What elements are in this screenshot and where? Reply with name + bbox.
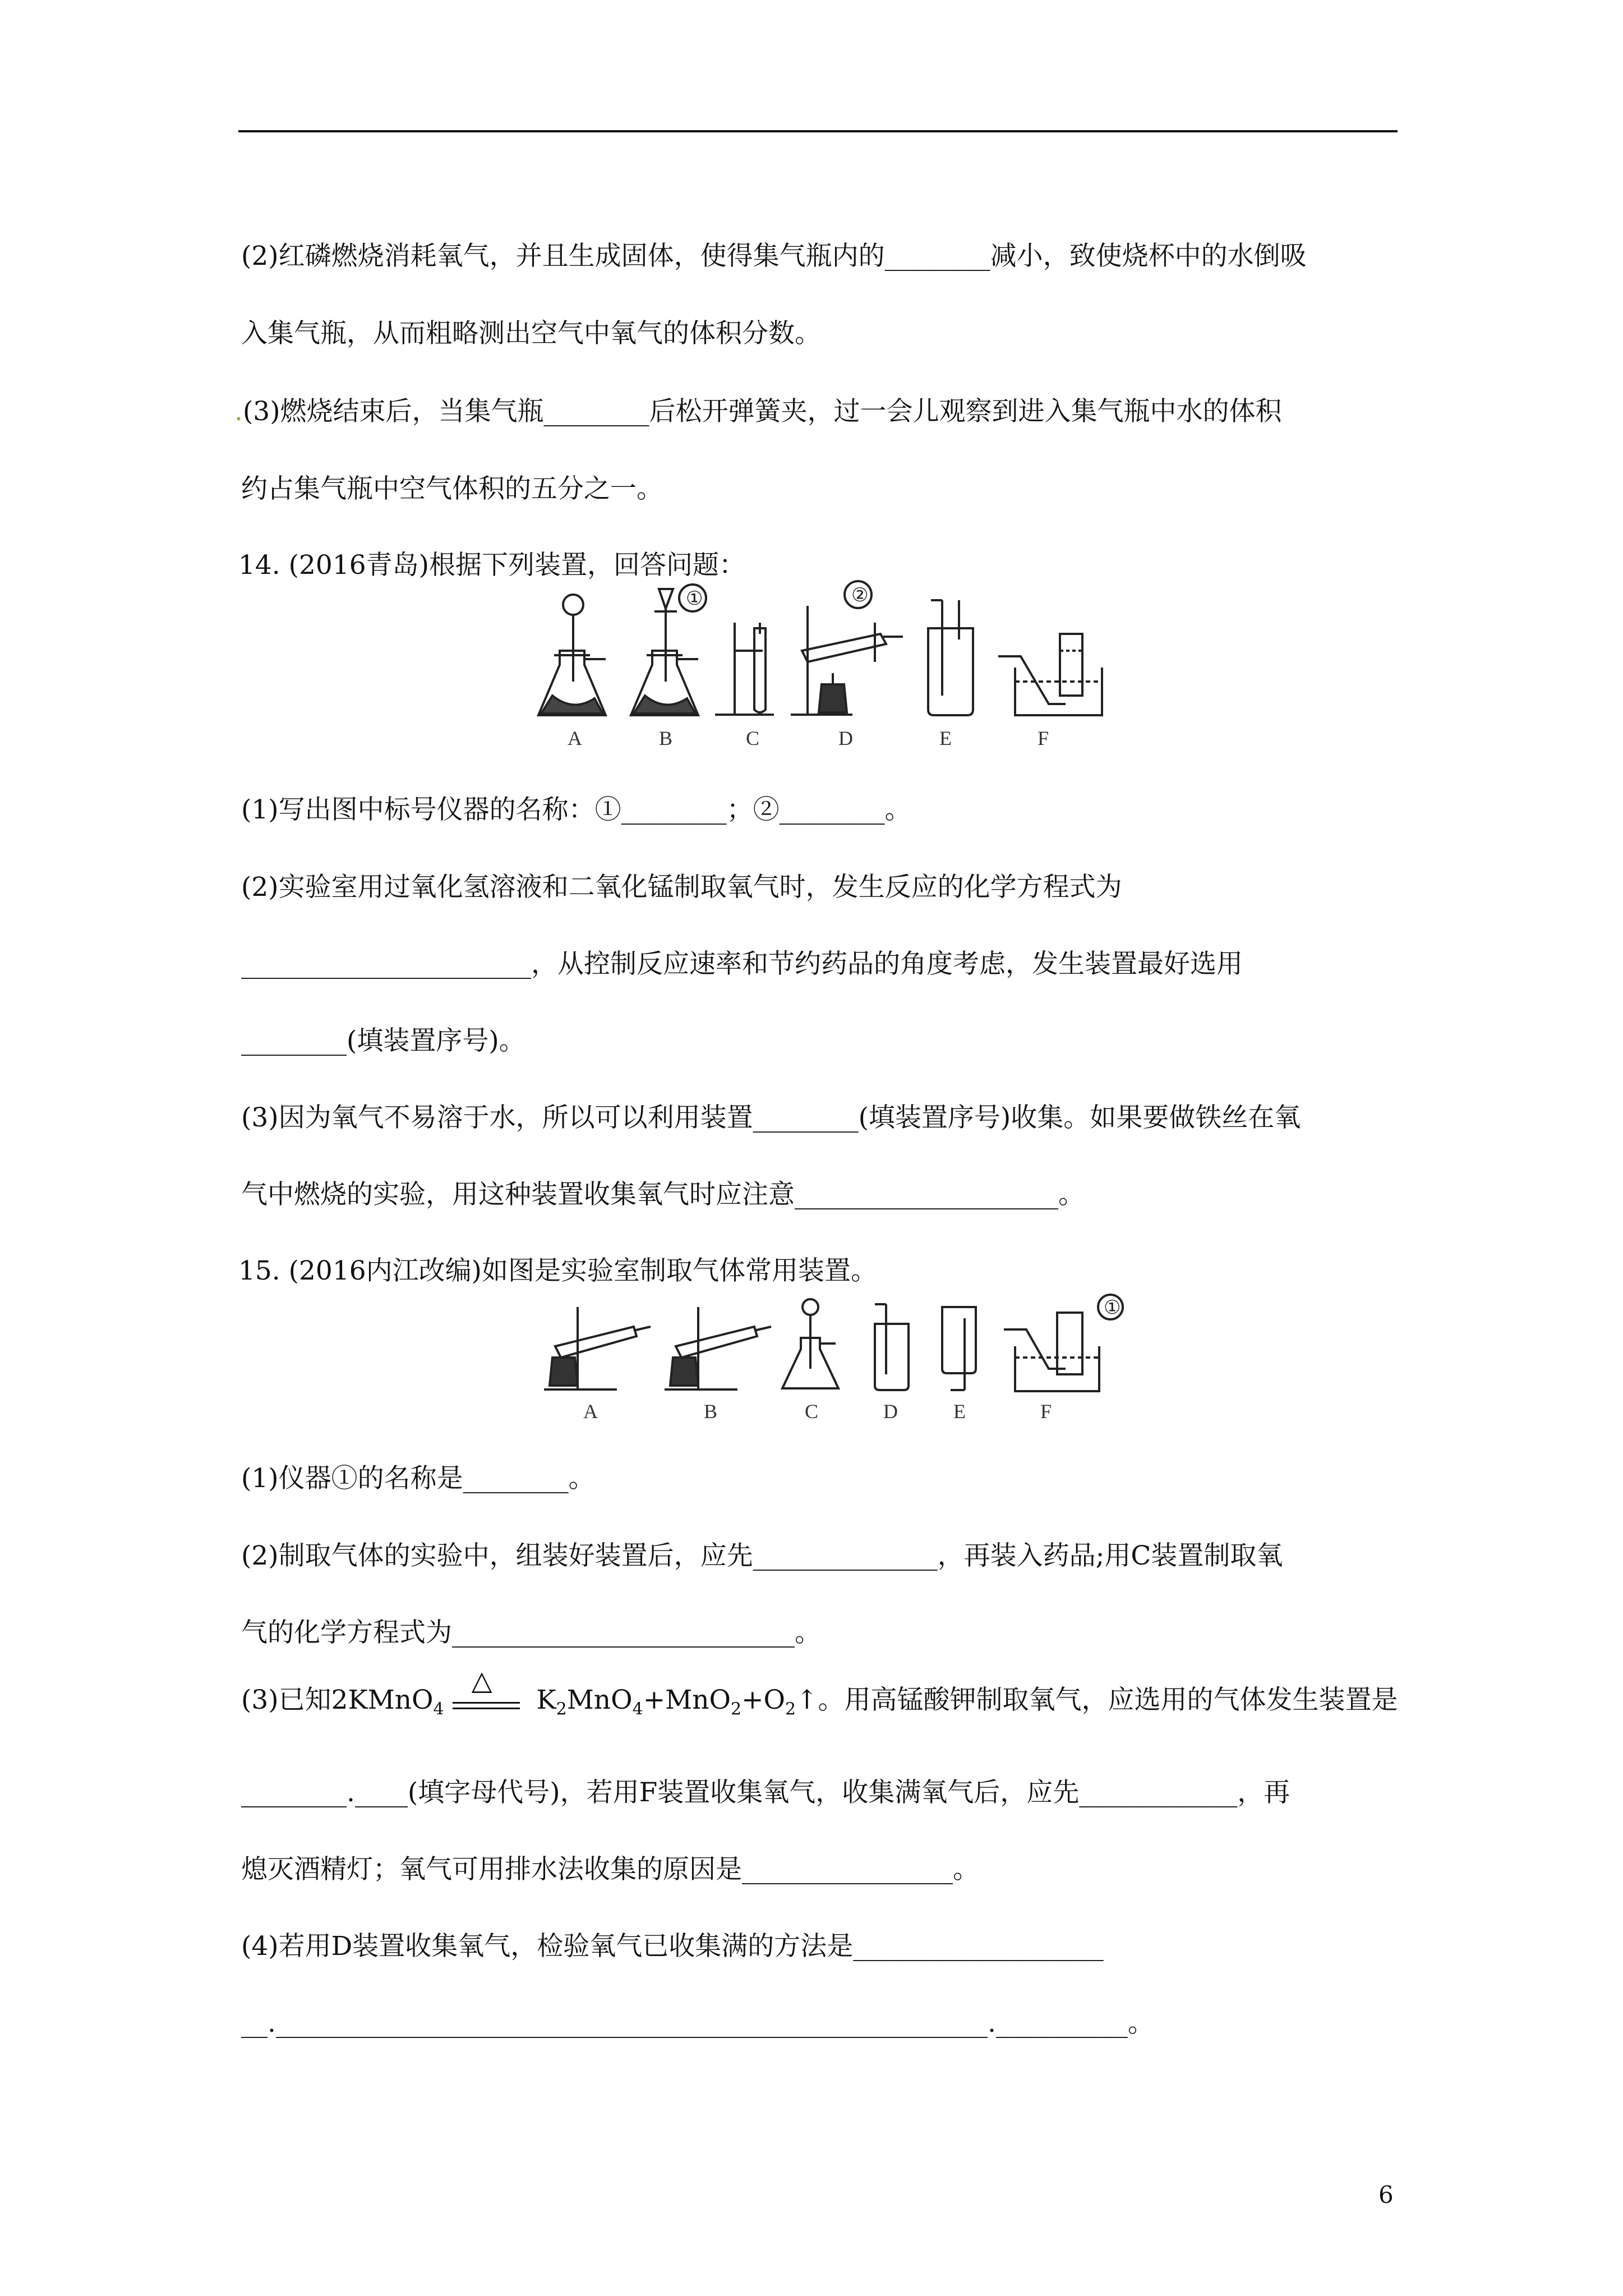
q15-part3-line1: (3)已知2KMnO$_4$ △ $K_2MnO_4+MnO_2+O_2↑$。用高锰酸钾制取氧气，应选用的气体发生装置是 [241,1665,1398,1719]
q15-apparatus-d [875,1304,909,1390]
q15-stem: 15. (2016内江改编)如图是实验室制取气体常用装置。 [238,1255,877,1286]
q15-part3-line3: 熄灭酒精灯；氧气可用排水法收集的原因是________________。 [241,1854,979,1885]
delta-symbol: △ [471,1665,492,1696]
q15-label-a: A [583,1400,598,1423]
q14-apparatus-c [715,623,774,715]
q14-label-f: F [1038,727,1049,749]
q15-label-d: D [883,1400,898,1423]
q14-apparatus-figure [533,583,1110,754]
q15-label-c: C [805,1400,819,1423]
q14-label-d: D [838,727,853,749]
q15-part2-line2: 气的化学方程式为__________________________。 [241,1617,821,1648]
q14-label-a: A [568,727,582,749]
q14-label-c: C [746,727,760,749]
q14-marker-1: ① [686,587,703,610]
header-rule [238,130,1398,132]
q14-apparatus-b [631,585,706,715]
q15-label-b: B [704,1400,718,1423]
q14-apparatus-a [538,595,606,715]
q15-apparatus-b [665,1307,771,1389]
q14-apparatus-e [928,600,973,715]
q15-label-f: F [1040,1400,1052,1423]
q14-stem: 14. (2016青岛)根据下列装置，回答问题： [238,550,745,581]
q15-apparatus-a [544,1307,651,1389]
q13-part2-line2: 入集气瓶，从而粗略测出空气中氧气的体积分数。 [241,318,821,349]
q15-part4-line1: (4)若用D装置收集氧气，检验氧气已收集满的方法是___________________ [241,1931,1104,1962]
q15-marker-1: ① [1104,1296,1121,1319]
q15-apparatus-f [1004,1295,1123,1391]
q15-apparatus-c [782,1299,838,1388]
q14-part3-line2: 气中燃烧的实验，用这种装置收集氧气时应注意____________________。 [241,1179,1085,1210]
q15-part4-line2: __.______________________________________________________.__________。 [241,2008,1154,2039]
q14-part2-line2: ______________________，从控制反应速率和节约药品的角度考虑，发生装置最好选用 [241,949,1243,979]
margin-dot: . [234,396,243,427]
q14-label-b: B [659,727,673,749]
q14-part2-line3: ________(填装置序号)。 [241,1025,525,1056]
q13-part3-line2: 约占集气瓶中空气体积的五分之一。 [241,473,663,504]
q14-apparatus-d [791,581,903,715]
heating-condition-sign [453,1665,520,1719]
q15-part3-line2: ________.____(填字母代号)，若用F装置收集氧气，收集满氧气后，应先____________，再 [241,1777,1290,1808]
q14-apparatus-f [998,634,1102,715]
q15-part1: (1)仪器①的名称是________。 [241,1463,595,1494]
q14-part1: (1)写出图中标号仪器的名称：①________；②________。 [241,794,911,825]
page-number: 6 [1378,2181,1394,2208]
q14-part2-line1: (2)实验室用过氧化氢溶液和二氧化锰制取氧气时，发生反应的化学方程式为 [241,872,1122,903]
q14-marker-2: ② [851,584,869,606]
q14-part3-line1: (3)因为氧气不易溶于水，所以可以利用装置________(填装置序号)收集。如果要做铁丝在氧 [241,1102,1301,1133]
q15-apparatus-e [942,1307,976,1390]
q15-apparatus-figure [538,1296,1122,1427]
q15-label-e: E [953,1400,966,1423]
q13-part3-line1: .(3)燃烧结束后，当集气瓶________后松开弹簧夹，过一会儿观察到进入集气瓶中水的体积 [234,396,1282,427]
q14-label-e: E [939,727,952,749]
q15-part2-line1: (2)制取气体的实验中，组装好装置后，应先______________，再装入药品;用C装置制取氧 [241,1540,1283,1571]
q13-part2-line1: (2)红磷燃烧消耗氧气，并且生成固体，使得集气瓶内的________减小，致使烧杯中的水倒吸 [241,241,1307,272]
